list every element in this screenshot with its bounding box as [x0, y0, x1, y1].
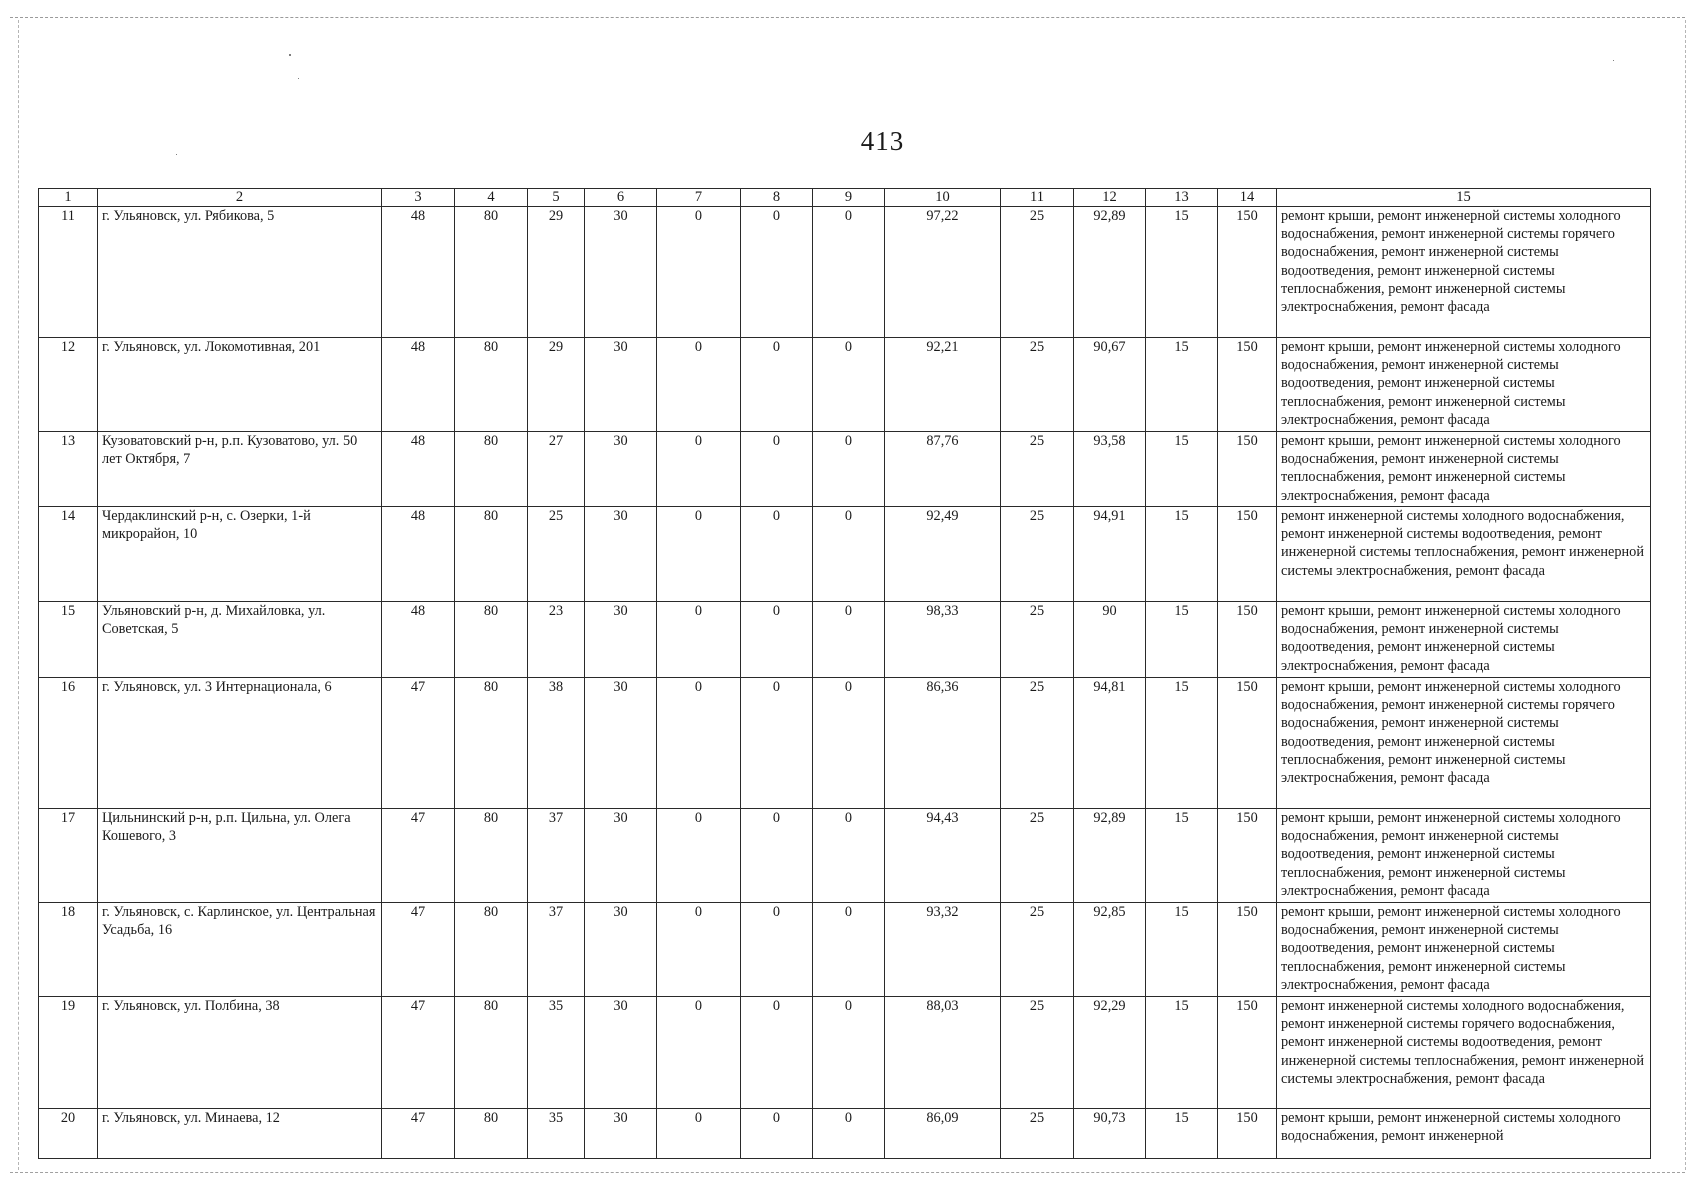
- cell-col-10: 86,36: [885, 678, 1001, 809]
- cell-col-10: 94,43: [885, 809, 1001, 903]
- cell-col-8: 0: [741, 678, 813, 809]
- table-row: [39, 602, 1651, 678]
- cell-col-3: 48: [382, 432, 455, 507]
- cell-col-8: 0: [741, 903, 813, 997]
- cell-col-11: 25: [1001, 678, 1074, 809]
- repair-works: ремонт крыши, ремонт инженерной системы холодного водоснабжения, ремонт инженерной системы горячего водоснабжения, ремонт инженерной системы водоотведения, ремонт инженерной системы теплоснабжения, ремонт инженерной системы электроснабжения, ремонт фасада: [1277, 678, 1651, 809]
- cell-col-11: 25: [1001, 903, 1074, 997]
- cell-col-5: 29: [528, 338, 585, 432]
- cell-col-12: 94,81: [1074, 678, 1146, 809]
- repair-register-table: [38, 188, 1651, 1159]
- cell-col-4: 80: [455, 1109, 528, 1159]
- cell-col-7: 0: [657, 338, 741, 432]
- cell-col-12: 90,67: [1074, 338, 1146, 432]
- cell-col-11: 25: [1001, 432, 1074, 507]
- cell-col-12: 90,73: [1074, 1109, 1146, 1159]
- cell-col-13: 15: [1146, 338, 1218, 432]
- row-number: 14: [39, 507, 98, 602]
- cell-col-8: 0: [741, 207, 813, 338]
- column-header: 13: [1146, 189, 1218, 207]
- column-header: 5: [528, 189, 585, 207]
- cell-col-6: 30: [585, 809, 657, 903]
- cell-col-11: 25: [1001, 207, 1074, 338]
- cell-col-14: 150: [1218, 1109, 1277, 1159]
- cell-col-7: 0: [657, 997, 741, 1109]
- cell-col-10: 98,33: [885, 602, 1001, 678]
- cell-col-3: 47: [382, 678, 455, 809]
- cell-col-5: 35: [528, 1109, 585, 1159]
- repair-works: ремонт крыши, ремонт инженерной системы холодного водоснабжения, ремонт инженерной системы водоотведения, ремонт инженерной системы теплоснабжения, ремонт инженерной системы электроснабжения, ремонт фасада: [1277, 903, 1651, 997]
- cell-col-9: 0: [813, 997, 885, 1109]
- table-row: [39, 1109, 1651, 1159]
- building-address: Ульяновский р-н, д. Михайловка, ул. Советская, 5: [98, 602, 382, 678]
- column-header: 6: [585, 189, 657, 207]
- table-body: [39, 207, 1651, 1159]
- cell-col-5: 38: [528, 678, 585, 809]
- cell-col-14: 150: [1218, 903, 1277, 997]
- cell-col-14: 150: [1218, 207, 1277, 338]
- table-row: [39, 207, 1651, 338]
- table-row: [39, 338, 1651, 432]
- row-number: 20: [39, 1109, 98, 1159]
- cell-col-3: 47: [382, 903, 455, 997]
- cell-col-13: 15: [1146, 507, 1218, 602]
- cell-col-9: 0: [813, 432, 885, 507]
- row-number: 18: [39, 903, 98, 997]
- cell-col-5: 23: [528, 602, 585, 678]
- scan-edge-bottom: [10, 1172, 1685, 1173]
- cell-col-9: 0: [813, 809, 885, 903]
- cell-col-14: 150: [1218, 997, 1277, 1109]
- row-number: 12: [39, 338, 98, 432]
- cell-col-14: 150: [1218, 338, 1277, 432]
- row-number: 15: [39, 602, 98, 678]
- cell-col-13: 15: [1146, 1109, 1218, 1159]
- cell-col-7: 0: [657, 432, 741, 507]
- cell-col-7: 0: [657, 678, 741, 809]
- column-header: 3: [382, 189, 455, 207]
- scan-edge-left: [18, 20, 19, 1170]
- column-header: 4: [455, 189, 528, 207]
- cell-col-10: 86,09: [885, 1109, 1001, 1159]
- cell-col-9: 0: [813, 903, 885, 997]
- cell-col-14: 150: [1218, 809, 1277, 903]
- cell-col-7: 0: [657, 207, 741, 338]
- column-header: 12: [1074, 189, 1146, 207]
- cell-col-12: 93,58: [1074, 432, 1146, 507]
- cell-col-4: 80: [455, 507, 528, 602]
- cell-col-13: 15: [1146, 432, 1218, 507]
- cell-col-8: 0: [741, 602, 813, 678]
- column-header: 10: [885, 189, 1001, 207]
- cell-col-12: 94,91: [1074, 507, 1146, 602]
- cell-col-14: 150: [1218, 602, 1277, 678]
- cell-col-3: 47: [382, 997, 455, 1109]
- row-number: 11: [39, 207, 98, 338]
- repair-works: ремонт крыши, ремонт инженерной системы холодного водоснабжения, ремонт инженерной системы горячего водоснабжения, ремонт инженерной системы водоотведения, ремонт инженерной системы теплоснабжения, ремонт инженерной системы электроснабжения, ремонт фасада: [1277, 207, 1651, 338]
- cell-col-13: 15: [1146, 903, 1218, 997]
- column-header: 14: [1218, 189, 1277, 207]
- cell-col-11: 25: [1001, 602, 1074, 678]
- page-number: 413: [860, 126, 905, 156]
- cell-col-6: 30: [585, 1109, 657, 1159]
- repair-works: ремонт крыши, ремонт инженерной системы холодного водоснабжения, ремонт инженерной системы теплоснабжения, ремонт инженерной системы электроснабжения, ремонт фасада: [1277, 432, 1651, 507]
- cell-col-4: 80: [455, 207, 528, 338]
- cell-col-5: 29: [528, 207, 585, 338]
- building-address: г. Ульяновск, ул. Локомотивная, 201: [98, 338, 382, 432]
- cell-col-4: 80: [455, 432, 528, 507]
- cell-col-11: 25: [1001, 1109, 1074, 1159]
- column-header: 15: [1277, 189, 1651, 207]
- scan-speck: [1613, 60, 1614, 61]
- building-address: г. Ульяновск, ул. 3 Интернационала, 6: [98, 678, 382, 809]
- cell-col-8: 0: [741, 1109, 813, 1159]
- cell-col-5: 35: [528, 997, 585, 1109]
- cell-col-11: 25: [1001, 338, 1074, 432]
- cell-col-6: 30: [585, 507, 657, 602]
- cell-col-6: 30: [585, 207, 657, 338]
- repair-works: ремонт крыши, ремонт инженерной системы холодного водоснабжения, ремонт инженерной системы водоотведения, ремонт инженерной системы электроснабжения, ремонт фасада: [1277, 602, 1651, 678]
- cell-col-13: 15: [1146, 678, 1218, 809]
- scan-speck: [298, 78, 299, 79]
- cell-col-9: 0: [813, 207, 885, 338]
- table-row: [39, 809, 1651, 903]
- cell-col-14: 150: [1218, 678, 1277, 809]
- cell-col-10: 87,76: [885, 432, 1001, 507]
- cell-col-7: 0: [657, 1109, 741, 1159]
- building-address: Цильнинский р-н, р.п. Цильна, ул. Олега Кошевого, 3: [98, 809, 382, 903]
- building-address: г. Ульяновск, ул. Полбина, 38: [98, 997, 382, 1109]
- column-header: 8: [741, 189, 813, 207]
- cell-col-7: 0: [657, 809, 741, 903]
- repair-works: ремонт крыши, ремонт инженерной системы холодного водоснабжения, ремонт инженерной системы водоотведения, ремонт инженерной системы теплоснабжения, ремонт инженерной системы электроснабжения, ремонт фасада: [1277, 338, 1651, 432]
- cell-col-3: 48: [382, 602, 455, 678]
- cell-col-6: 30: [585, 432, 657, 507]
- building-address: Чердаклинский р-н, с. Озерки, 1-й микрорайон, 10: [98, 507, 382, 602]
- repair-works: ремонт инженерной системы холодного водоснабжения, ремонт инженерной системы горячего водоснабжения, ремонт инженерной системы водоотведения, ремонт инженерной системы теплоснабжения, ремонт инженерной системы электроснабжения, ремонт фасада: [1277, 997, 1651, 1109]
- cell-col-7: 0: [657, 602, 741, 678]
- cell-col-3: 47: [382, 809, 455, 903]
- cell-col-7: 0: [657, 507, 741, 602]
- cell-col-11: 25: [1001, 507, 1074, 602]
- column-header: 1: [39, 189, 98, 207]
- cell-col-12: 92,85: [1074, 903, 1146, 997]
- row-number: 17: [39, 809, 98, 903]
- table-row: [39, 432, 1651, 507]
- cell-col-7: 0: [657, 903, 741, 997]
- row-number: 13: [39, 432, 98, 507]
- row-number: 16: [39, 678, 98, 809]
- table-row: [39, 507, 1651, 602]
- cell-col-3: 48: [382, 207, 455, 338]
- cell-col-13: 15: [1146, 809, 1218, 903]
- cell-col-10: 92,49: [885, 507, 1001, 602]
- cell-col-6: 30: [585, 997, 657, 1109]
- cell-col-10: 92,21: [885, 338, 1001, 432]
- scan-edge-top: [10, 17, 1685, 18]
- cell-col-14: 150: [1218, 507, 1277, 602]
- cell-col-13: 15: [1146, 207, 1218, 338]
- cell-col-12: 92,89: [1074, 207, 1146, 338]
- building-address: Кузоватовский р-н, р.п. Кузоватово, ул. 50 лет Октября, 7: [98, 432, 382, 507]
- table-header: [39, 189, 1651, 207]
- column-number-row: [39, 189, 1651, 207]
- cell-col-4: 80: [455, 338, 528, 432]
- cell-col-6: 30: [585, 903, 657, 997]
- cell-col-10: 97,22: [885, 207, 1001, 338]
- cell-col-9: 0: [813, 1109, 885, 1159]
- cell-col-9: 0: [813, 602, 885, 678]
- cell-col-13: 15: [1146, 602, 1218, 678]
- cell-col-5: 37: [528, 903, 585, 997]
- building-address: г. Ульяновск, ул. Рябикова, 5: [98, 207, 382, 338]
- table-row: [39, 997, 1651, 1109]
- cell-col-3: 48: [382, 507, 455, 602]
- cell-col-8: 0: [741, 507, 813, 602]
- column-header: 11: [1001, 189, 1074, 207]
- cell-col-5: 25: [528, 507, 585, 602]
- cell-col-11: 25: [1001, 809, 1074, 903]
- cell-col-8: 0: [741, 997, 813, 1109]
- building-address: г. Ульяновск, с. Карлинское, ул. Центральная Усадьба, 16: [98, 903, 382, 997]
- cell-col-9: 0: [813, 338, 885, 432]
- cell-col-12: 90: [1074, 602, 1146, 678]
- cell-col-9: 0: [813, 507, 885, 602]
- cell-col-6: 30: [585, 602, 657, 678]
- cell-col-8: 0: [741, 809, 813, 903]
- table-row: [39, 678, 1651, 809]
- column-header: 9: [813, 189, 885, 207]
- cell-col-14: 150: [1218, 432, 1277, 507]
- cell-col-9: 0: [813, 678, 885, 809]
- cell-col-5: 37: [528, 809, 585, 903]
- cell-col-10: 93,32: [885, 903, 1001, 997]
- cell-col-6: 30: [585, 338, 657, 432]
- table-row: [39, 903, 1651, 997]
- scan-speck: [289, 54, 291, 56]
- cell-col-11: 25: [1001, 997, 1074, 1109]
- cell-col-5: 27: [528, 432, 585, 507]
- cell-col-12: 92,89: [1074, 809, 1146, 903]
- cell-col-4: 80: [455, 809, 528, 903]
- cell-col-4: 80: [455, 997, 528, 1109]
- cell-col-8: 0: [741, 432, 813, 507]
- scan-edge-right: [1685, 20, 1686, 1170]
- column-header: 2: [98, 189, 382, 207]
- cell-col-13: 15: [1146, 997, 1218, 1109]
- row-number: 19: [39, 997, 98, 1109]
- cell-col-12: 92,29: [1074, 997, 1146, 1109]
- cell-col-3: 48: [382, 338, 455, 432]
- column-header: 7: [657, 189, 741, 207]
- repair-works: ремонт инженерной системы холодного водоснабжения, ремонт инженерной системы водоотведения, ремонт инженерной системы теплоснабжения, ремонт инженерной системы электроснабжения, ремонт фасада: [1277, 507, 1651, 602]
- cell-col-4: 80: [455, 602, 528, 678]
- building-address: г. Ульяновск, ул. Минаева, 12: [98, 1109, 382, 1159]
- cell-col-10: 88,03: [885, 997, 1001, 1109]
- cell-col-4: 80: [455, 678, 528, 809]
- cell-col-6: 30: [585, 678, 657, 809]
- cell-col-4: 80: [455, 903, 528, 997]
- repair-works: ремонт крыши, ремонт инженерной системы холодного водоснабжения, ремонт инженерной: [1277, 1109, 1651, 1159]
- cell-col-3: 47: [382, 1109, 455, 1159]
- repair-works: ремонт крыши, ремонт инженерной системы холодного водоснабжения, ремонт инженерной системы водоотведения, ремонт инженерной системы теплоснабжения, ремонт инженерной системы электроснабжения, ремонт фасада: [1277, 809, 1651, 903]
- cell-col-8: 0: [741, 338, 813, 432]
